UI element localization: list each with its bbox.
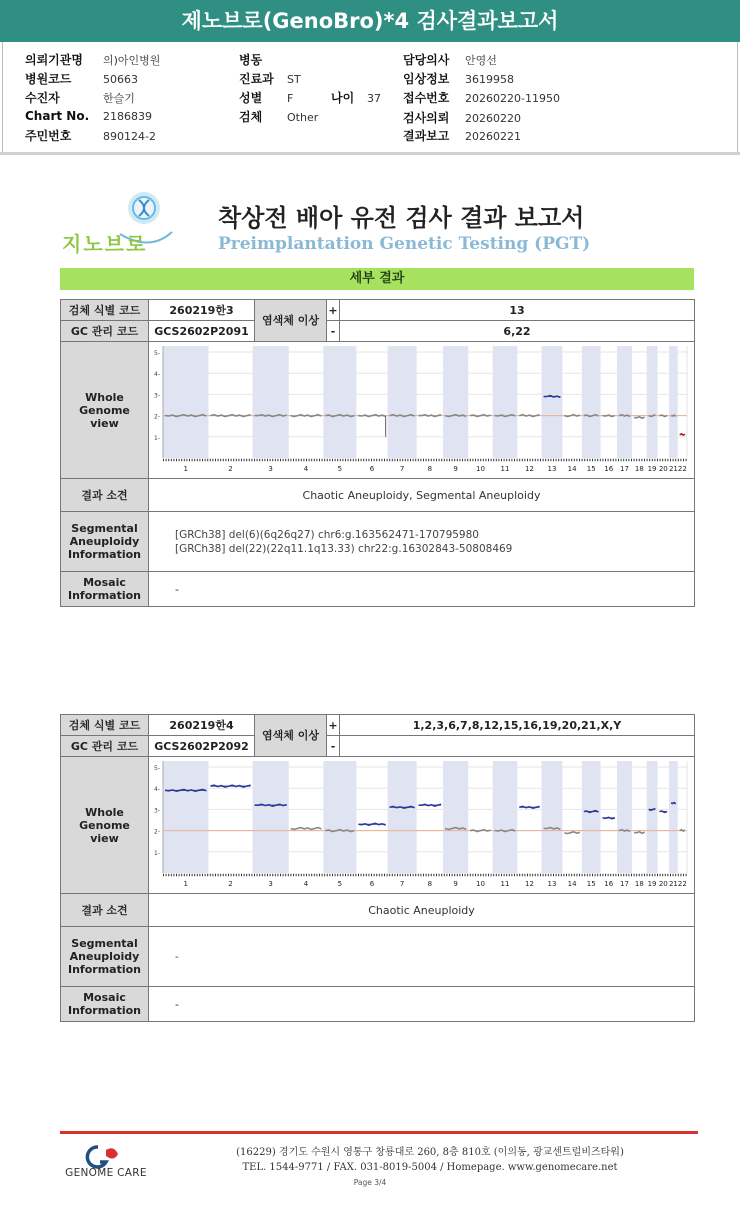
- x-tick-label: 13: [547, 880, 557, 888]
- x-tick-label: 6: [369, 880, 375, 888]
- gain-sign: +: [327, 715, 340, 736]
- y-tick-label: 5-: [154, 350, 160, 357]
- chromosome-band: [323, 761, 356, 873]
- chr-8-trace: [419, 415, 441, 417]
- whole-genome-chart: [149, 342, 695, 475]
- segmental-line: -: [175, 950, 179, 963]
- chromosome-band: [669, 346, 678, 458]
- x-tick-label: 19: [647, 880, 657, 888]
- x-tick-label: 22: [677, 880, 687, 888]
- chr-4-trace: [291, 415, 322, 417]
- sample-id-value: 260219한4: [149, 715, 255, 736]
- field-physician: 담당의사 안영선: [403, 53, 497, 67]
- field-clinical-info: 임상정보 3619958: [403, 72, 514, 86]
- chromosome-band: [323, 346, 356, 458]
- chromosome-band: [617, 346, 632, 458]
- chromosome-band: [493, 761, 518, 873]
- gain-chromosomes: 13: [340, 300, 695, 321]
- gain-sign: +: [327, 300, 340, 321]
- y-tick-label: 1-: [154, 849, 160, 857]
- label-gc-code: GC 관리 코드: [61, 321, 149, 342]
- footer-divider: [60, 1131, 698, 1134]
- field-specimen: 검체 Other: [239, 110, 319, 124]
- patient-info-panel: [2, 42, 738, 154]
- chromosome-band: [669, 761, 678, 873]
- chromosome-band: [647, 761, 658, 873]
- result-finding-value: Chaotic Aneuploidy: [149, 894, 695, 927]
- x-tick-label: 11: [500, 465, 510, 473]
- x-tick-label: 6: [369, 465, 375, 473]
- x-tick-label: 16: [604, 880, 614, 888]
- x-tick-label: 20: [658, 880, 668, 888]
- chr-14-trace: [564, 415, 580, 417]
- y-tick-label: 4-: [154, 371, 160, 379]
- x-tick-label: 18: [634, 880, 644, 888]
- chr-6-trace: [358, 415, 385, 417]
- x-tick-label: 21: [668, 880, 678, 888]
- gc-code-value: GCS2602P2092: [149, 736, 255, 757]
- field-resident-no: 주민번호 890124-2: [25, 129, 156, 143]
- x-tick-label: 8: [427, 880, 433, 888]
- chromosome-band: [582, 346, 601, 458]
- y-tick-label: 2-: [154, 828, 160, 836]
- chromosome-band: [542, 761, 563, 873]
- label-chromosome-abnormality: 염색체 이상: [255, 715, 327, 757]
- x-tick-label: 2: [228, 465, 233, 473]
- whole-genome-chart-cell: [149, 342, 695, 479]
- x-tick-label: 15: [586, 880, 596, 888]
- chr-18-trace: [634, 832, 645, 833]
- label-mosaic: Mosaic Information: [61, 572, 149, 607]
- y-tick-label: 2-: [154, 413, 160, 421]
- chromosome-band: [163, 761, 208, 873]
- segmental-info: [149, 927, 695, 987]
- x-tick-label: 11: [500, 880, 510, 888]
- x-tick-label: 15: [586, 465, 596, 473]
- panel-divider: [0, 152, 740, 155]
- label-segmental: Segmental Aneuploidy Information: [61, 927, 149, 987]
- chr-22-trace: [680, 830, 685, 831]
- mosaic-info: -: [149, 572, 695, 607]
- chromosome-band: [253, 761, 289, 873]
- field-sex: 성별 F: [239, 91, 294, 105]
- chr-10-trace: [470, 830, 490, 832]
- field-request-date: 검사의뢰 20260220: [403, 111, 521, 125]
- x-tick-label: 13: [547, 465, 557, 473]
- label-sample-id: 검체 식별 코드: [61, 715, 149, 736]
- chr-18-trace: [634, 417, 645, 418]
- footer-address-block: [180, 1145, 680, 1175]
- loss-chromosomes: 6,22: [340, 321, 695, 342]
- chr-20-trace: [659, 415, 667, 416]
- x-tick-label: 3: [268, 880, 273, 888]
- x-tick-label: 12: [524, 880, 534, 888]
- chr-10-trace: [470, 415, 490, 417]
- x-tick-label: 14: [567, 465, 577, 473]
- x-tick-label: 14: [567, 880, 577, 888]
- field-ward: 병동: [239, 53, 263, 67]
- chr-16-trace: [603, 415, 615, 416]
- field-requesting-institution: 의뢰기관명 의)아인병원: [25, 53, 161, 67]
- result-table-2: [60, 714, 695, 1022]
- result-finding-value: Chaotic Aneuploidy, Segmental Aneuploidy: [149, 479, 695, 512]
- y-tick-label: 3-: [154, 392, 160, 400]
- label-whole-genome: Whole Genome view: [61, 757, 149, 894]
- chromosome-band: [388, 346, 417, 458]
- loss-sign: -: [327, 736, 340, 757]
- chromosome-band: [443, 346, 468, 458]
- label-mosaic: Mosaic Information: [61, 987, 149, 1022]
- label-chromosome-abnormality: 염색체 이상: [255, 300, 327, 342]
- y-tick-label: 3-: [154, 807, 160, 815]
- chromosome-band: [582, 761, 601, 873]
- x-tick-label: 17: [620, 465, 629, 473]
- x-tick-label: 22: [677, 465, 687, 473]
- x-tick-label: 12: [524, 465, 534, 473]
- x-tick-label: 1: [183, 465, 188, 473]
- report-title-korean: 착상전 배아 유전 검사 결과 보고서: [218, 204, 585, 232]
- x-tick-label: 2: [228, 880, 233, 888]
- y-tick-label: 1-: [154, 434, 160, 442]
- footer-address: (16229) 경기도 수원시 영통구 창룡대로 260, 8층 810호 (이의동, 광교센트럴비즈타워): [236, 1147, 624, 1158]
- label-segmental: Segmental Aneuploidy Information: [61, 512, 149, 572]
- report-banner-title: 제노브로(GenoBro)*4 검사결과보고서: [0, 0, 740, 42]
- page-number: Page 3/4: [353, 1178, 387, 1187]
- x-tick-label: 8: [427, 465, 433, 473]
- x-tick-label: 19: [647, 465, 657, 473]
- x-tick-label: 1: [183, 880, 188, 888]
- x-tick-label: 3: [268, 465, 273, 473]
- x-tick-label: 5: [337, 880, 343, 888]
- field-age: 나이 37: [331, 91, 381, 105]
- label-result-finding: 결과 소견: [61, 479, 149, 512]
- x-tick-label: 10: [476, 465, 485, 473]
- segmental-line: [GRCh38] del(6)(6q26q27) chr6:g.163562471-170795980: [175, 528, 479, 541]
- x-tick-label: 9: [453, 880, 458, 888]
- field-report-date: 결과보고 20260221: [403, 129, 521, 143]
- segmental-line: [GRCh38] del(22)(22q11.1q13.33) chr22:g.16302843-50808469: [175, 542, 513, 555]
- loss-sign: -: [327, 321, 340, 342]
- label-whole-genome: Whole Genome view: [61, 342, 149, 479]
- x-tick-label: 4: [303, 465, 309, 473]
- chr-14-trace: [564, 832, 580, 834]
- y-tick-label: 5-: [154, 765, 160, 772]
- whole-genome-chart-cell: [149, 757, 695, 894]
- whole-genome-chart: [149, 757, 695, 890]
- report-title-english: Preimplantation Genetic Testing (PGT): [218, 234, 591, 254]
- label-gc-code: GC 관리 코드: [61, 736, 149, 757]
- x-tick-label: 9: [453, 465, 458, 473]
- chr-4-trace: [291, 828, 322, 830]
- chromosome-band: [443, 761, 468, 873]
- loss-chromosomes: [340, 736, 695, 757]
- chromosome-band: [493, 346, 518, 458]
- x-tick-label: 7: [399, 465, 405, 473]
- field-patient-name: 수진자 한슬기: [25, 91, 135, 105]
- chromosome-band: [647, 346, 658, 458]
- chromosome-band: [388, 761, 417, 873]
- x-tick-label: 5: [337, 465, 343, 473]
- section-detailed-results: 세부 결과: [60, 268, 694, 290]
- x-tick-label: 10: [476, 880, 485, 888]
- company-name: GENOME CARE: [65, 1167, 147, 1179]
- sample-id-value: 260219한3: [149, 300, 255, 321]
- result-table-1: [60, 299, 695, 607]
- gain-chromosomes: 1,2,3,6,7,8,12,15,16,19,20,21,X,Y: [340, 715, 695, 736]
- mosaic-info: -: [149, 987, 695, 1022]
- logo-text: 지노브로: [62, 232, 148, 256]
- x-tick-label: 18: [634, 465, 644, 473]
- x-tick-label: 21: [668, 465, 678, 473]
- field-hospital-code: 병원코드 50663: [25, 72, 138, 86]
- label-sample-id: 검체 식별 코드: [61, 300, 149, 321]
- field-department: 진료과 ST: [239, 72, 301, 86]
- footer-contact: TEL. 1544-9771 / FAX. 031-8019-5004 / Homepage. www.genomecare.net: [242, 1162, 618, 1173]
- chromosome-band: [253, 346, 289, 458]
- chr-21-trace: [671, 415, 676, 416]
- field-chart-no: Chart No. 2186839: [25, 109, 152, 123]
- chromosome-band: [542, 346, 563, 458]
- chromosome-band: [617, 761, 632, 873]
- chr-12-trace: [519, 415, 539, 417]
- x-tick-label: 4: [303, 880, 309, 888]
- x-tick-label: 16: [604, 465, 614, 473]
- field-accession-no: 접수번호 20260220-11950: [403, 91, 560, 105]
- x-tick-label: 20: [658, 465, 668, 473]
- chromosome-band: [163, 346, 208, 458]
- x-tick-label: 7: [399, 880, 405, 888]
- segmental-info: [149, 512, 695, 572]
- x-tick-label: 17: [620, 880, 629, 888]
- chr-2-trace: [210, 415, 250, 417]
- y-tick-label: 4-: [154, 786, 160, 794]
- label-result-finding: 결과 소견: [61, 894, 149, 927]
- gc-code-value: GCS2602P2091: [149, 321, 255, 342]
